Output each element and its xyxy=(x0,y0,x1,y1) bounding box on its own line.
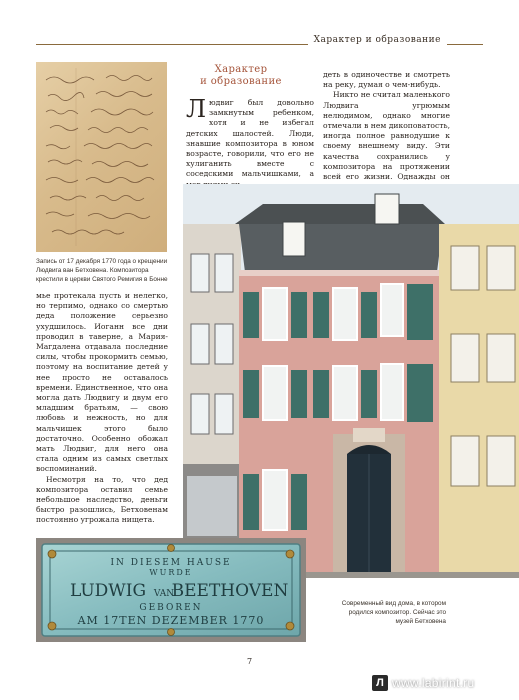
plaque-line5: AM 17TEN DEZEMBER 1770 xyxy=(77,614,265,627)
baptism-record-caption: Запись от 17 декабря 1770 года о крещении Людвига ван Бетховена. Композитора крестили в церкви Святого Ремигия в Бонне xyxy=(36,258,168,283)
birth-plaque-image xyxy=(36,538,306,642)
plaque-van: VAN xyxy=(153,589,175,599)
plaque-ludwig: LUDWIG xyxy=(69,581,147,601)
section-title-line1: Характер xyxy=(214,64,268,75)
watermark-text: www.labirint.ru xyxy=(392,676,475,690)
drop-cap: Л xyxy=(186,95,207,123)
beethoven-house-photo xyxy=(183,184,519,578)
plaque-line4: GEBOREN xyxy=(139,603,203,613)
running-title: Характер и образование xyxy=(308,35,447,45)
column2-paragraph-2: Никто не считал маленького Людвига угрюмым нелюдимом, однако многие отмечали в нем дикоповатость, иногда полное равнодушие к своему внешнему виду. Эти качества сохранились у композитора на протяжении всей его жизни. Однажды он xyxy=(323,90,450,182)
text-column-3 xyxy=(36,291,168,526)
page-number: 7 xyxy=(247,657,253,666)
baptism-record-image xyxy=(36,62,167,252)
house-illustration xyxy=(183,184,519,578)
column3-paragraph-2: Несмотря на то, что дед композитора оставил семье небольшое наследство, деньги быстро разошлись, Бетховенам постоянно угрожала нищета. xyxy=(36,474,168,525)
plaque-line1: IN DIESEM HAUSE xyxy=(110,558,232,568)
labirint-logo-icon: Л xyxy=(372,675,388,691)
section-title xyxy=(186,64,296,88)
column1-text: юдвиг был довольно замкнутым ребенком, хотя и не избегал детских шалостей. Люди, знавшие композитора в юном возрасте, говорили, что его не хулиганить вместе с соседскими мальчишками, а xyxy=(186,98,314,179)
text-column-2 xyxy=(323,70,450,192)
plaque-line2: WURDE xyxy=(149,568,193,577)
column2-paragraph-1: деть в одиночестве и смотреть на реку, думая о чем-нибудь. xyxy=(323,70,450,90)
plaque-beethoven: BEETHOVEN xyxy=(171,581,289,601)
plaque-illustration xyxy=(36,538,306,642)
handwriting-illustration xyxy=(36,62,167,252)
column3-paragraph-1: мье протекала пусть и нелегко, но терпимо, однако со смертью деда положение серьезно ухудшилось. Иоганн все дни проводил в таверне, а Мария-Магдалена отдавала последние силы, чтобы прокормить семью, поэтому на воспитание детей у нее просто не оставалось времени. Единственное, что она могла дать Людвигу и двум его младшим братьям, — свою любовь и нежность, но для мальчишек этого было достаточно. Особенно обожал мать Людвиг, для него она стала одним из самых светлых воспоминаний. xyxy=(36,291,168,474)
text-column-1 xyxy=(186,95,314,190)
section-title-line2: и образование xyxy=(200,76,282,87)
house-caption: Современный вид дома, в котором родился композитор. Сейчас это музей Бетховена xyxy=(341,600,446,625)
